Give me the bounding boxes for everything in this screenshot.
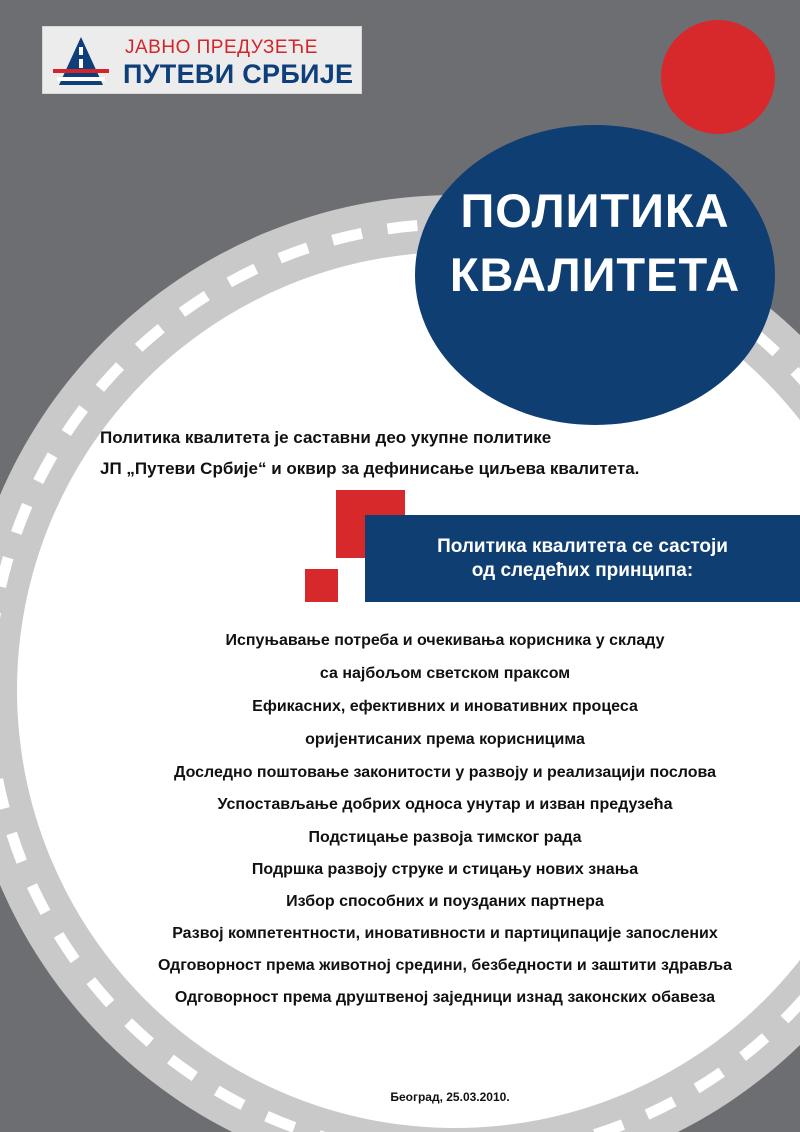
principle-item: са најбољом светском праксом: [319, 665, 571, 682]
principle-item: Одговорност према животној средини, безбедности и заштити здравља: [158, 957, 732, 974]
decor-square-small: [305, 569, 338, 602]
logo-subtitle: ЈАВНО ПРЕДУЗЕЋЕ: [125, 37, 318, 58]
logo-title: ПУТЕВИ СРБИЈЕ: [123, 59, 354, 89]
red-circle: [661, 20, 775, 134]
principle-item: Успостављање добрих односа унутар и изван предузећа: [217, 796, 673, 813]
principle-item: Избор способних и поузданих партнера: [286, 893, 604, 910]
banner-line-1: Политика квалитета се састоји: [437, 536, 728, 557]
road-logo-icon: [53, 35, 109, 87]
principle-item: Подстицање развоја тимског рада: [308, 829, 582, 846]
principle-item: оријентисаних према корисницима: [305, 731, 585, 748]
principle-item: Ефикасних, ефективних и иновативних процеса: [252, 698, 638, 715]
intro-line-1: Политика квалитета је саставни део укупне политике: [100, 428, 552, 447]
page-title-line-1: ПОЛИТИКА: [460, 184, 730, 237]
logo: [42, 26, 362, 94]
intro-line-2: ЈП „Путеви Србије“ и оквир за дефинисање циљева квалитета.: [100, 459, 640, 478]
page-title-line-2: КВАЛИТЕТА: [449, 248, 741, 301]
footer-date: Београд, 25.03.2010.: [390, 1090, 510, 1104]
principles-banner: [365, 515, 800, 602]
banner-line-2: од следећих принципа:: [471, 560, 694, 581]
principle-item: Одговорност према друштвеној заједници изнад законских обавеза: [174, 989, 716, 1006]
principle-item: Доследно поштовање законитости у развоју и реализацији послова: [173, 764, 716, 781]
principle-item: Испуњавање потреба и очекивања корисника у складу: [225, 632, 665, 649]
principle-item: Развој компетентности, иновативности и партиципације запослених: [172, 925, 718, 942]
principle-item: Подршка развоју струке и стицању нових знања: [251, 861, 639, 878]
